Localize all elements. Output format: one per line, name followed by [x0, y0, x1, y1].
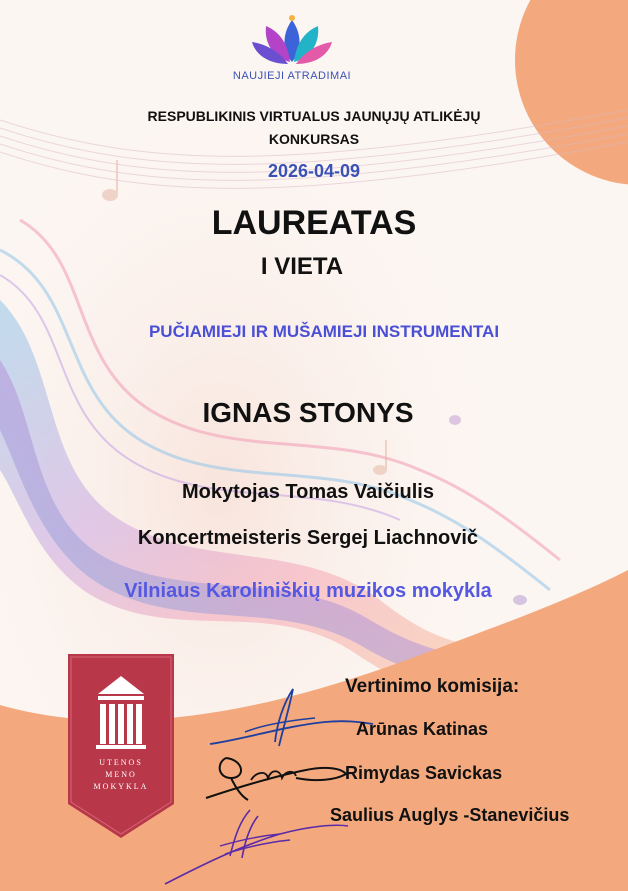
brand-logo [232, 12, 352, 90]
award-place: I VIETA [260, 253, 344, 280]
jury-member-1: Arūnas Katinas [356, 719, 489, 739]
seal-line2: MENO [105, 770, 137, 779]
seal-line3: MOKYKLA [93, 782, 149, 791]
signature-3 [160, 806, 350, 886]
brand-name: NAUJIEJI ATRADIMAI [232, 70, 352, 82]
jury-member-2: Rimydas Savickas [345, 763, 503, 783]
jury-member-3: Saulius Auglys -Stanevičius [330, 805, 570, 825]
contest-date: 2026-04-09 [267, 161, 361, 181]
contest-title-line2: KONKURSAS [268, 131, 360, 147]
teacher: Mokytojas Tomas Vaičiulis [182, 481, 434, 503]
school-seal [68, 654, 174, 838]
lotus-logo-icon [252, 12, 332, 68]
laureate-name: IGNAS STONYS [202, 397, 414, 428]
award-title: LAUREATAS [211, 204, 417, 242]
signature-2 [196, 748, 356, 808]
school-name: Vilniaus Karoliniškių muzikos mokykla [124, 580, 492, 602]
signature-1 [205, 684, 375, 754]
accompanist: Koncertmeisteris Sergej Liachnovič [137, 527, 479, 549]
seal-line1: UTENOS [99, 758, 143, 767]
category: PUČIAMIEJI IR MUŠAMIEJI INSTRUMENTAI [148, 322, 500, 341]
jury-title: Vertinimo komisija: [345, 676, 520, 697]
school-building-icon [96, 674, 146, 750]
contest-title-line1: RESPUBLIKINIS VIRTUALUS JAUNŲJŲ ATLIKĖJŲ [147, 108, 481, 124]
